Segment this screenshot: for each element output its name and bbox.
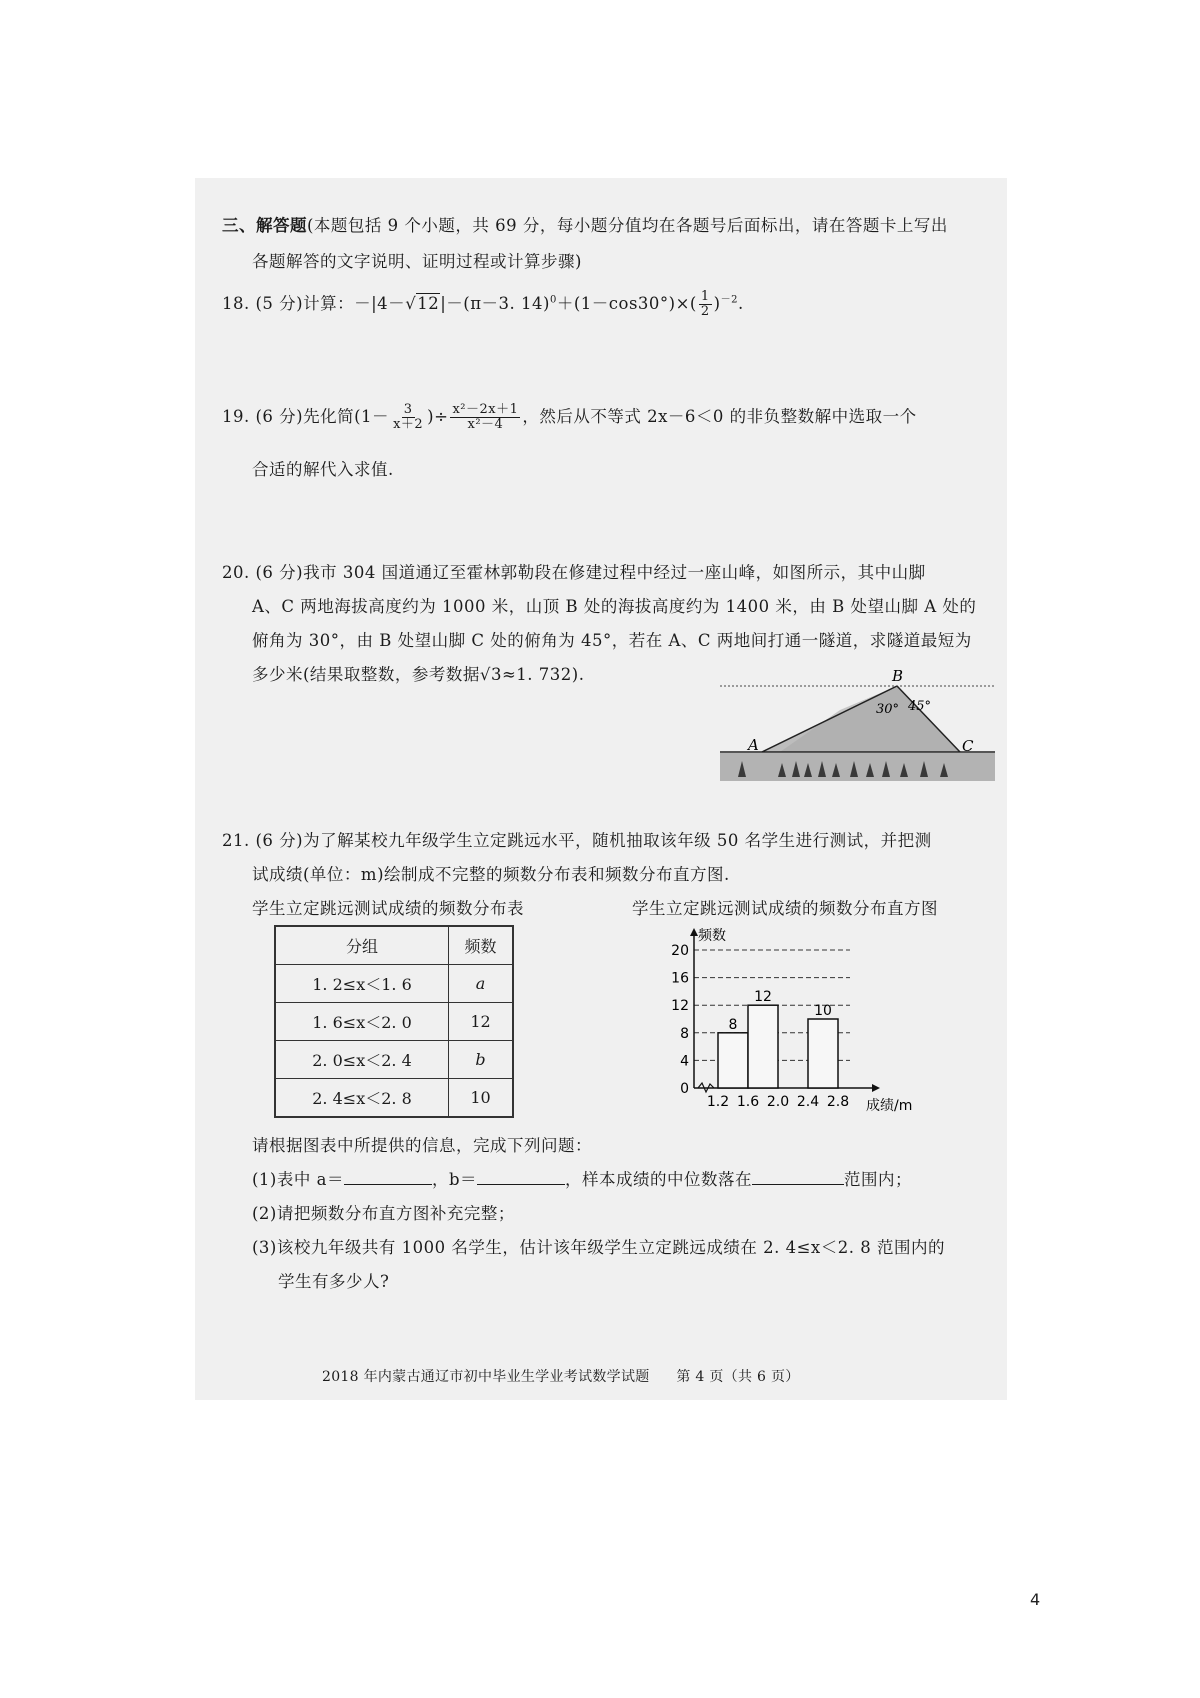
answer-blank-median[interactable] — [752, 1170, 844, 1185]
point-a-label: A — [748, 736, 759, 754]
q19-number: 19. — [222, 407, 250, 426]
table-row — [275, 965, 513, 1003]
table-cell-frequency: 12 — [449, 1003, 514, 1041]
y-tick-label: 0 — [680, 1081, 689, 1097]
table-cell-group: 2. 4≤x＜2. 8 — [275, 1079, 449, 1118]
table-title: 学生立定跳远测试成绩的频数分布表 — [252, 899, 524, 918]
q21-sub-3-line-2: 学生有多少人? — [278, 1272, 390, 1291]
sqrt-symbol: √ — [405, 294, 417, 313]
y-tick-label: 20 — [671, 943, 689, 959]
q18-frac-num: 1 — [700, 289, 710, 304]
table-cell-frequency: a — [449, 965, 514, 1003]
x-tick-label: 2.0 — [766, 1094, 790, 1110]
angle-30-label: 30° — [876, 702, 900, 717]
q19-score: (6 分)先化简(1－ — [255, 407, 390, 426]
q21-sub-3: (3)该校九年级共有 1000 名学生，估计该年级学生立定跳远成绩在 2. 4≤x＜2. 8 范围内的 — [252, 1238, 945, 1257]
x-tick-label: 2.4 — [796, 1094, 820, 1110]
page-footer — [322, 1366, 800, 1386]
q18-expr-d: ) — [713, 294, 721, 313]
q20-line-3: 俯角为 30°，由 B 处望山脚 C 处的俯角为 45°，若在 A、C 两地间打通一隧道，求隧道最短为 — [252, 631, 972, 650]
bar-value-label: 8 — [728, 1016, 738, 1033]
y-tick-label: 4 — [680, 1053, 689, 1070]
mountain-figure — [720, 665, 995, 790]
table-cell-frequency: b — [449, 1041, 514, 1079]
q18-fraction — [699, 290, 712, 319]
page-number: 4 — [1030, 1590, 1041, 1609]
sub1-text-a: (1)表中 a＝ — [252, 1170, 344, 1189]
section-desc-1: (本题包括 9 个小题，共 69 分，每小题分值均在各题号后面标出，请在答题卡上写出 — [307, 216, 948, 235]
table-row — [275, 1041, 513, 1079]
q18-number: 18. — [222, 294, 250, 313]
q20-line-2: A、C 两地海拔高度约为 1000 米，山顶 B 处的海拔高度约为 1400 米，由 B 处望山脚 A 处的 — [252, 597, 977, 616]
q18-expr-a: －|4－ — [354, 294, 406, 313]
q19-f1-den: x＋2 — [393, 417, 424, 432]
y-tick-label: 12 — [671, 998, 689, 1015]
table-header-row — [275, 926, 513, 965]
frequency-table — [274, 925, 514, 1118]
y-axis-label: 频数 — [698, 928, 726, 944]
q19-f2-num: x²－2x＋1 — [452, 402, 519, 417]
table-row — [275, 1079, 513, 1118]
section-title: 三、解答题 — [222, 216, 307, 235]
q18-expr-b: |－(π－3. 14) — [440, 294, 550, 313]
bar-value-label: 12 — [754, 989, 772, 1006]
section-desc-2: 各题解答的文字说明、证明过程或计算步骤) — [252, 252, 582, 271]
x-tick-label: 1.2 — [706, 1094, 730, 1110]
answer-blank-b[interactable] — [477, 1170, 565, 1185]
q21-number: 21. — [222, 831, 250, 850]
q21-prompt: 请根据图表中所提供的信息，完成下列问题： — [252, 1136, 592, 1155]
table-row — [275, 1003, 513, 1041]
q21-line-2: 试成绩(单位：m)绘制成不完整的频数分布表和频数分布直方图. — [252, 865, 730, 884]
section-header — [222, 212, 948, 236]
sub1-text-d: 范围内； — [844, 1170, 913, 1189]
q18-expr-c: ＋(1－cos30°)×( — [556, 294, 697, 313]
x-axis-arrow — [872, 1084, 880, 1092]
histogram-bar — [718, 1033, 748, 1088]
q18-frac-den: 2 — [700, 304, 710, 319]
q19-tail: ，然后从不等式 2x－6＜0 的非负整数解中选取一个 — [522, 407, 917, 426]
table-cell-group: 1. 6≤x＜2. 0 — [275, 1003, 449, 1041]
sub1-text-c: ，样本成绩的中位数落在 — [565, 1170, 753, 1189]
mountain-shading — [780, 686, 960, 752]
q18-exp0: 0 — [549, 294, 557, 306]
table-cell-group: 2. 0≤x＜2. 4 — [275, 1041, 449, 1079]
q19-f1-num: 3 — [403, 402, 413, 417]
x-tick-label: 1.6 — [736, 1094, 760, 1110]
chart-title: 学生立定跳远测试成绩的频数分布直方图 — [632, 899, 938, 918]
question-18 — [222, 290, 744, 319]
q18-exp-neg: －2 — [720, 294, 738, 306]
q20-line-1: (6 分)我市 304 国道通辽至霍林郭勒段在修建过程中经过一座山峰，如图所示，其中山脚 — [255, 563, 926, 582]
angle-45-label: 45° — [908, 699, 932, 714]
q21-sub-2: (2)请把频数分布直方图补充完整； — [252, 1204, 515, 1223]
q18-sqrt: 12 — [417, 294, 440, 313]
bar-value-label: 10 — [814, 1003, 832, 1019]
table-header-frequency: 频数 — [449, 926, 514, 965]
point-c-label: C — [962, 737, 974, 755]
table-cell-group: 1. 2≤x＜1. 6 — [275, 965, 449, 1003]
q19-mid: )÷ — [427, 407, 449, 426]
y-tick-label: 16 — [671, 970, 689, 987]
q18-score: (5 分)计算： — [255, 294, 355, 313]
q19-line-2: 合适的解代入求值. — [252, 460, 394, 479]
histogram-chart — [660, 920, 960, 1120]
y-axis-arrow — [690, 928, 698, 936]
y-tick-label: 8 — [680, 1025, 689, 1042]
footer-title: 2018 年内蒙古通辽市初中毕业生学业考试数学试题 — [322, 1369, 650, 1385]
point-b-label: B — [892, 667, 904, 685]
sub1-text-b: ，b＝ — [431, 1170, 478, 1189]
table-header-group: 分组 — [275, 926, 449, 965]
q18-expr-end: . — [737, 294, 744, 313]
question-21 — [222, 827, 932, 851]
answer-blank-a[interactable] — [344, 1170, 432, 1185]
q20-line-4: 多少米(结果取整数，参考数据√3≈1. 732). — [252, 665, 585, 684]
x-tick-label: 2.8 — [826, 1094, 850, 1110]
histogram-svg — [660, 920, 960, 1120]
q19-f2-den: x²－4 — [467, 417, 504, 432]
histogram-bar — [748, 1005, 778, 1088]
q21-sub-1 — [252, 1166, 912, 1190]
x-axis-label: 成绩/m — [866, 1098, 913, 1114]
question-20 — [222, 559, 926, 583]
footer-page-info: 第 4 页（共 6 页） — [676, 1369, 800, 1385]
q19-fraction-1 — [391, 403, 425, 432]
q21-line-1: (6 分)为了解某校九年级学生立定跳远水平，随机抽取该年级 50 名学生进行测试，并把测 — [255, 831, 932, 850]
table-cell-frequency: 10 — [449, 1079, 514, 1118]
q20-number: 20. — [222, 563, 250, 582]
histogram-bar — [808, 1019, 838, 1088]
q19-fraction-2 — [450, 403, 520, 432]
question-19 — [222, 403, 917, 432]
